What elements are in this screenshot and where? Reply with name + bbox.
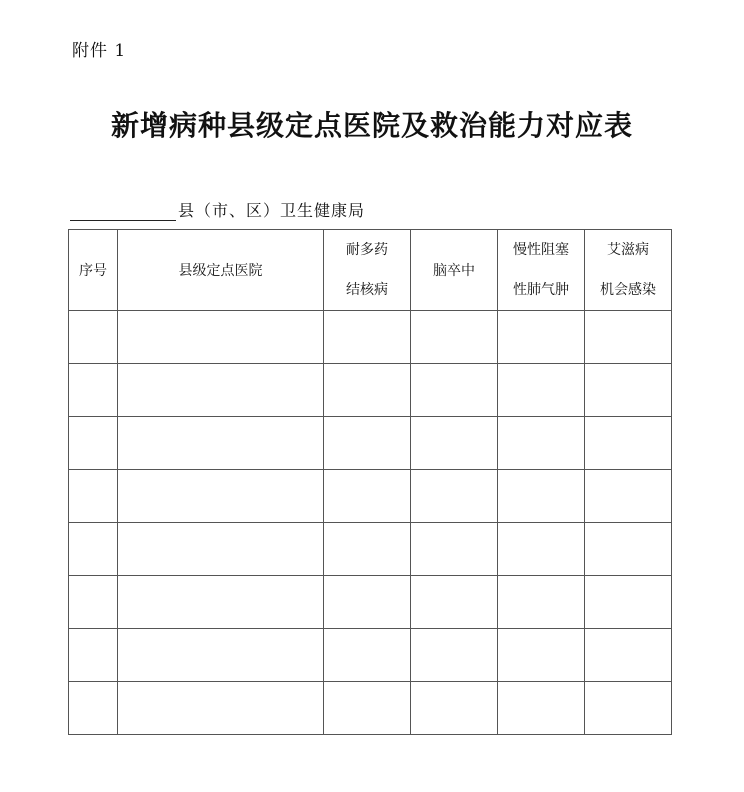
- table-cell[interactable]: [411, 682, 498, 735]
- table-cell[interactable]: [324, 470, 411, 523]
- header-index: 序号: [69, 230, 118, 311]
- header-mdr-tb: 耐多药 结核病: [324, 230, 411, 311]
- table-cell[interactable]: [411, 311, 498, 364]
- table-cell[interactable]: [498, 523, 585, 576]
- table-cell[interactable]: [69, 682, 118, 735]
- table-cell[interactable]: [585, 364, 672, 417]
- table-cell[interactable]: [324, 364, 411, 417]
- table-cell[interactable]: [118, 417, 324, 470]
- table-cell[interactable]: [69, 470, 118, 523]
- table-header-row: [69, 230, 672, 311]
- table-cell[interactable]: [585, 417, 672, 470]
- table-cell[interactable]: [69, 523, 118, 576]
- table-cell[interactable]: [118, 682, 324, 735]
- table-row: [69, 470, 672, 523]
- table-row: [69, 523, 672, 576]
- attachment-label: 附件 1: [72, 41, 127, 61]
- table-cell[interactable]: [585, 311, 672, 364]
- table-cell[interactable]: [324, 576, 411, 629]
- table-cell[interactable]: [585, 682, 672, 735]
- header-stroke: 脑卒中: [411, 230, 498, 311]
- table-cell[interactable]: [498, 682, 585, 735]
- table-cell[interactable]: [411, 364, 498, 417]
- table-cell[interactable]: [585, 576, 672, 629]
- header-aids-infection: 艾滋病 机会感染: [585, 230, 672, 311]
- table-cell[interactable]: [498, 629, 585, 682]
- table-cell[interactable]: [411, 470, 498, 523]
- header-copd: 慢性阻塞 性肺气肿: [498, 230, 585, 311]
- table-cell[interactable]: [585, 523, 672, 576]
- table-row: [69, 576, 672, 629]
- table-cell[interactable]: [585, 629, 672, 682]
- table-cell[interactable]: [324, 629, 411, 682]
- table-cell[interactable]: [118, 576, 324, 629]
- table-cell[interactable]: [324, 523, 411, 576]
- table-cell[interactable]: [411, 417, 498, 470]
- table-cell[interactable]: [411, 576, 498, 629]
- county-name-blank[interactable]: [70, 203, 176, 221]
- table-cell[interactable]: [324, 417, 411, 470]
- table-cell[interactable]: [69, 576, 118, 629]
- table-cell[interactable]: [324, 682, 411, 735]
- table-cell[interactable]: [498, 364, 585, 417]
- table-cell[interactable]: [69, 417, 118, 470]
- table-cell[interactable]: [118, 470, 324, 523]
- table-cell[interactable]: [498, 417, 585, 470]
- table-cell[interactable]: [118, 523, 324, 576]
- table-cell[interactable]: [69, 629, 118, 682]
- table-row: [69, 311, 672, 364]
- table-cell[interactable]: [585, 470, 672, 523]
- table-cell[interactable]: [69, 311, 118, 364]
- table-cell[interactable]: [118, 364, 324, 417]
- document-title: 新增病种县级定点医院及救治能力对应表: [110, 109, 633, 142]
- table-row: [69, 629, 672, 682]
- bureau-line: [70, 198, 365, 221]
- table-cell[interactable]: [411, 629, 498, 682]
- table-cell[interactable]: [498, 576, 585, 629]
- table-cell[interactable]: [498, 311, 585, 364]
- table-cell[interactable]: [324, 311, 411, 364]
- table-cell[interactable]: [411, 523, 498, 576]
- table-cell[interactable]: [498, 470, 585, 523]
- table-row: [69, 682, 672, 735]
- hospital-capability-table: [68, 229, 672, 735]
- header-hospital: 县级定点医院: [118, 230, 324, 311]
- table-cell[interactable]: [118, 629, 324, 682]
- table-cell[interactable]: [118, 311, 324, 364]
- bureau-label: 县（市、区）卫生健康局: [178, 201, 366, 220]
- table-row: [69, 364, 672, 417]
- table-cell[interactable]: [69, 364, 118, 417]
- table-row: [69, 417, 672, 470]
